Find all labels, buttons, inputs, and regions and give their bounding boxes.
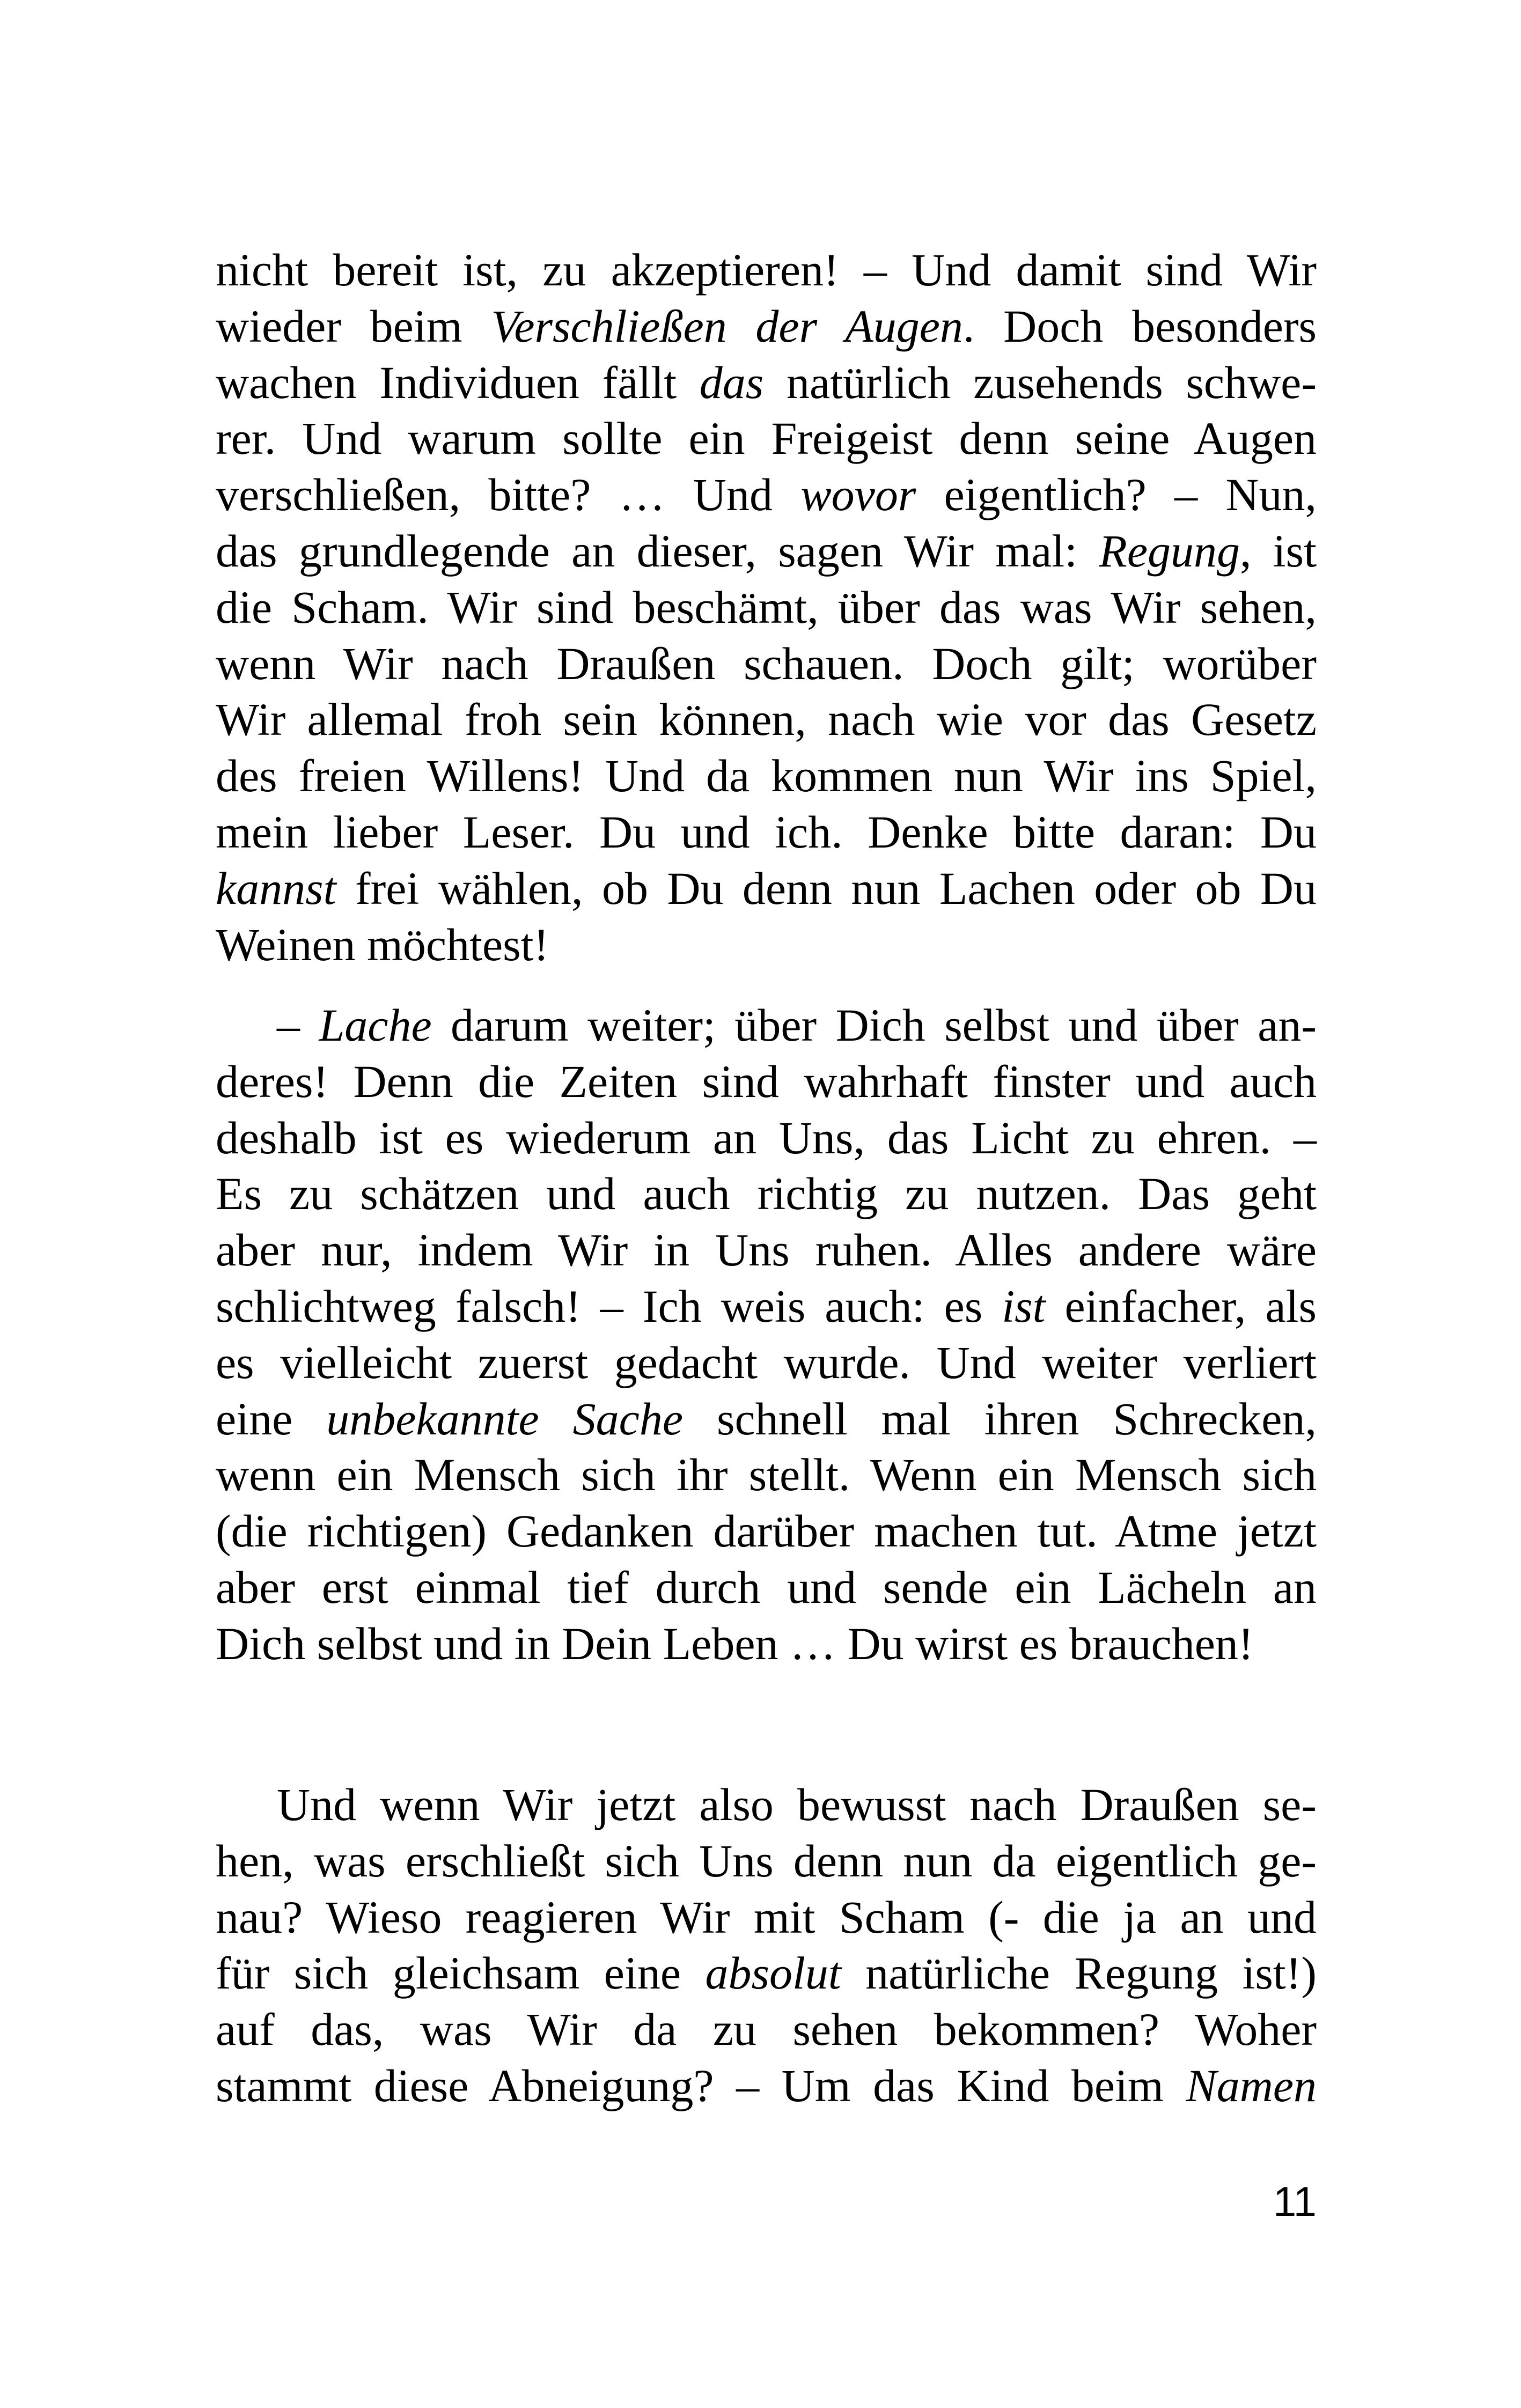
text-line: nau? Wieso reagieren Wir mit Scham (- die ja an und — [216, 1891, 1317, 1943]
text-line: Dich selbst und in Dein Leben … Du wirst es brauchen! — [216, 1617, 1254, 1669]
page-number: 11 — [1273, 2178, 1317, 2225]
text-line: die Scham. Wir sind beschämt, über das was Wir sehen, — [216, 581, 1317, 633]
paragraph-1 — [216, 242, 1317, 973]
text-line: wenn Wir nach Draußen schauen. Doch gilt; worüber — [216, 637, 1317, 689]
text-line: nicht bereit ist, zu akzeptieren! – Und damit sind Wir — [216, 244, 1317, 296]
text-line: hen, was erschließt sich Uns denn nun da eigentlich ge- — [216, 1835, 1317, 1887]
text-line: schlichtweg falsch! – Ich weis auch: es ist einfacher, als — [216, 1280, 1317, 1332]
text-line: mein lieber Leser. Du und ich. Denke bitte daran: Du — [216, 806, 1317, 858]
text-line: es vielleicht zuerst gedacht wurde. Und weiter verliert — [216, 1336, 1317, 1388]
text-line: das grundlegende an dieser, sagen Wir mal: Regung, ist — [216, 525, 1317, 577]
text-line: auf das, was Wir da zu sehen bekommen? Woher — [216, 2004, 1317, 2056]
text-line: kannst frei wählen, ob Du denn nun Lachen oder ob Du — [216, 862, 1317, 914]
text-line: deshalb ist es wiederum an Uns, das Licht zu ehren. – — [216, 1111, 1317, 1164]
paragraph-3 — [216, 1777, 1317, 2114]
paragraph-2 — [216, 997, 1317, 1672]
text-line: Weinen möchtest! — [216, 918, 549, 970]
text-line: rer. Und warum sollte ein Freigeist denn seine Augen — [216, 413, 1317, 465]
text-line: (die richtigen) Gedanken darüber machen tut. Atme jetzt — [216, 1505, 1317, 1557]
text-line: stammt diese Abneigung? – Um das Kind beim Namen — [216, 2059, 1317, 2111]
text-line: wieder beim Verschließen der Augen. Doch besonders — [216, 300, 1317, 352]
text-line: Es zu schätzen und auch richtig zu nutzen. Das geht — [216, 1168, 1317, 1220]
text-line: verschließen, bitte? … Und wovor eigentlich? – Nun, — [216, 469, 1317, 521]
text-line: des freien Willens! Und da kommen nun Wir ins Spiel, — [216, 750, 1317, 802]
text-line: wachen Individuen fällt das natürlich zusehends schwe- — [216, 356, 1317, 408]
text-line: für sich gleichsam eine absolut natürliche Regung ist!) — [216, 1947, 1317, 1999]
text-line: Wir allemal froh sein können, nach wie vor das Gesetz — [216, 694, 1317, 746]
text-line: – Lache darum weiter; über Dich selbst und über an- — [277, 999, 1317, 1051]
text-line: deres! Denn die Zeiten sind wahrhaft finster und auch — [216, 1055, 1317, 1107]
text-line: eine unbekannte Sache schnell mal ihren Schrecken, — [216, 1393, 1317, 1445]
text-line: aber erst einmal tief durch und sende ein Lächeln an — [216, 1561, 1317, 1613]
text-line: wenn ein Mensch sich ihr stellt. Wenn ein Mensch sich — [216, 1449, 1317, 1501]
text-line: Und wenn Wir jetzt also bewusst nach Draußen se- — [277, 1779, 1317, 1830]
text-line: aber nur, indem Wir in Uns ruhen. Alles andere wäre — [216, 1224, 1317, 1276]
